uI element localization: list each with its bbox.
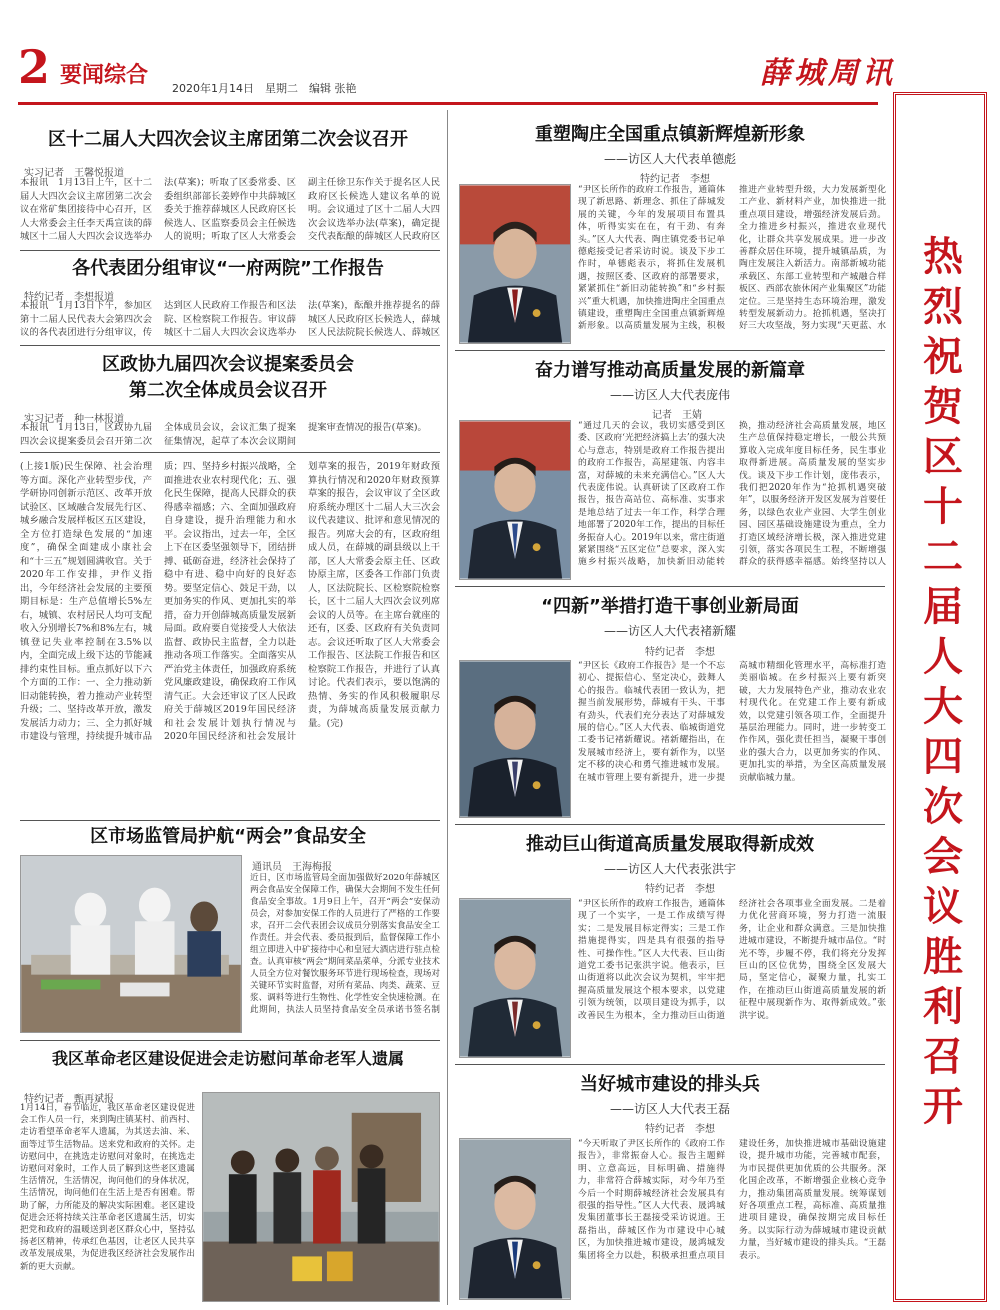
- food-inspection-illustration: [21, 856, 241, 1032]
- article-byline: 特约记者 李想: [645, 1124, 715, 1135]
- banner-text: 热烈祝贺区十二届人大四次会议胜利召开: [916, 235, 964, 1135]
- article-byline: 特约记者 甄再斌报: [24, 1094, 114, 1105]
- representative-portrait: [459, 420, 571, 580]
- article-body: 本报讯 1月13日下午，参加区第十二届人民代表大会第四次会议的各代表团进行分组审议，传达到区人民政府工作报告和区法院、区检察院工作报告。审议薛城区十二届人大四次会议选举办法(草案)，酝酿并推荐提名的薛城区人民政府区长候选人，薛城区人民法院院长候选人、薛城区: [20, 300, 440, 338]
- interview-headline[interactable]: “四新”举措打造干事创业新局面: [541, 596, 799, 617]
- article-byline: 实习记者 王馨悦报道: [24, 168, 124, 179]
- article-byline: 特约记者 李想: [645, 884, 715, 895]
- representative-portrait: [459, 184, 571, 344]
- portrait-illustration: [460, 899, 570, 1057]
- article-body: “今天听取了尹区长所作的《政府工作报告》，非常振奋人心。报告主题鲜明、立意高远，目标明确、措施得力，非常符合薛城实际，对今年乃至今后一个时期薛城经济社会发展具有很强的指导性。”区人大代表、晟鸿城发集团董事长王磊接受采访说道。王磊指出，薛城区作为市建设中心城区，为加快推进城市建设，晟鸿城发集团将全力以赴，积极承担重点项目建设任务，加快推进城市基础设施建设，提升城市功能，完善城市配套，为市民提供更加优质的公共服务。深化国企改革，不断增强企业核心竞争力，推动集团高质量发展。统筹谋划好各项重点工程，高标准、高质量推进项目建设，确保按期完成目标任务。以实际行动为薛城城市建设贡献力量，当好城市建设的排头兵。“王磊表示。: [578, 1139, 886, 1261]
- divider: [455, 350, 885, 351]
- article-byline: 通讯员 王海梅报: [252, 862, 332, 873]
- continued-article-body: (上接1版)民生保障、社会治理等方面。深化产业转型步伐，产学研协同创新示范区、改革开放试验区、区域融合发展先行区、城乡融合发展样板区五区建设，全方位打造绿色发展的“加速度”，确保全面建成小康社会和“十三五”规划圆满收官。关于2020年工作安排，尹作义指出，今年经济社会发展的主要预期目标是：生产总值增长5%左右，城镇、农村居民人均可支配收入分别增长7%和8%左右，城镇登记失业率控制在3.5%以内，全面完成上级下达的节能减排约束性目标。重点抓好以下六个方面的工作：一、全力推动新旧动能转换，着力推动产业转型升级；二、坚持改革开放，激发发展活力动力；三、全力抓好城市建设与管理，持续提升城市品质；四、坚持乡村振兴战略，全面推进农业农村现代化；五、强化民生保障，提高人民群众的获得感幸福感；六、全面加强政府自身建设，提升治理能力和水平。会议指出，过去一年，全区上下在区委坚强领导下，团结拼搏、砥砺奋进，经济社会保持了稳中有进、稳中向好的良好态势。要坚定信心、鼓足干劲，以更加务实的作风、更加扎实的举措，奋力开创薛城高质量发展新局面。政府要自觉接受人大依法监督、政协民主监督，全力以赴推动各项工作落实。全面落实从严治党主体责任，加强政府系统党风廉政建设，确保政府工作风清气正。大会还审议了区人民政府关于薛城区2019年国民经济和社会发展计划执行情况与2020年国民经济和社会发展计划草案的报告，2019年财政预算执行情况和2020年财政预算草案的报告，会议审议了全区政府系统办理区十二届人大三次会议代表建议、批评和意见情况的报告。列席大会的有，区政府组成人员，在薛城的副县级以上干部，区人大常委会原主任、区政协原主席，区委各工作部门负责人，区法院院长、区检察院检察长，区十二届人大四次会议列席会议的人员等。在主席台就座的还有，区委、区政府有关负责同志。会议还听取了区人大常委会工作报告、区法院工作报告和区检察院工作报告，并进行了认真讨论。代表们表示，要以饱满的热情、务实的作风积极履职尽责，为薛城高质量发展贡献力量。(完): [20, 461, 440, 742]
- interview-subtitle: ——访区人大代表褚新耀: [603, 624, 736, 638]
- article-body: 本报讯 1月13日上午，区十二届人大四次会议主席团第二次会议在常矿集团接待中心召开，区人大常委会主任李天禹宣读的薛城区十二届人大四次会议选举办法(草案)；听取了区委常委、区委组织部部长姜婷作中共薛城区委关于推荐薛城区人民政府区长候选人、区监察委员会主任候选人的说明；听取了区人大常委会副主任徐卫东作关于提名区人民政府区长候选人建议名单的说明。会议通过了区十二届人大四次会议选举办法(草案)，确定提交代表酝酿的薛城区人民政府区: [20, 177, 440, 242]
- interview-subtitle: ——访区人大代表王磊: [609, 1102, 730, 1116]
- congratulation-banner: [893, 92, 987, 1302]
- article-byline: 特约记者 李想: [645, 647, 715, 658]
- date-line: 2020年1月14日 星期二 编辑 张艳: [172, 82, 357, 95]
- article-headline[interactable]: 我区革命老区建设促进会走访慰问革命老军人遗属: [51, 1049, 404, 1068]
- interview-subtitle: ——访区人大代表单德彪: [603, 152, 736, 166]
- interview-subtitle: ——访区人大代表庞伟: [609, 388, 730, 402]
- portrait-illustration: [460, 421, 570, 579]
- article-body: 本报讯 1月13日，区政协九届四次会议提案委员会召开第二次全体成员会议，会议汇集了提案征集情况，起草了本次会议期间提案审查情况的报告(草案)。: [20, 422, 427, 447]
- food-safety-photo: [20, 855, 242, 1033]
- article-body: 1月14日，春节临近，我区革命老区建设促进会工作人员一行，来到陶庄镇某村、前西村、走访看望革命老军人遗属，为其送去油、米、面等过节生活物品。送来党和政府的关怀。走访慰问中，在挑选走访慰问对象时，在挑选走访慰问对象时，工作人员了解到这些老区遗属生活情况，生活情况，询问他们的身体状况，生活情况，询问他们在生活上是否有困难。帮助了解，力所能及的解决实际困难。老区建设促进会还将持续关注革命老区遗属生活，切实把党和政府的温暖送到老区群众心中，坚持弘扬老区精神，传承红色基因，让老区人民共享改革发展成果，为促进我区经济社会发展作出新的更大贡献。: [20, 1103, 195, 1272]
- visit-illustration: [203, 1093, 439, 1301]
- masthead-logo: 薛城周讯: [760, 56, 896, 91]
- article-body: “尹区长所作的政府工作报告，通篇体现了一个实字，一是工作成绩写得实；二是发展目标定得实；三是工作措施提得实，四是具有很强的指导性、可操作性。”区人大代表、巨山街道党工委书记张洪宇说。他表示，巨山街道将以此次会议为契机，牢牢把握高质量发展这个根本要求，以党建引领为统领，以项目建设为抓手，以改善民生为根本，全力推动巨山街道经济社会各项事业全面发展。二是着力优化营商环境，努力打造一流服务，让企业和群众满意。三是加快推进城市建设，不断提升城市品位。“时光不等，步履不停，我们将充分发挥巨山的区位优势，围绕全区发展大局，坚定信心，凝聚力量，扎实工作，在推动巨山街道高质量发展的新征程中展现新作为、取得新成效。”张洪宇说。: [578, 899, 886, 1021]
- representative-portrait: [459, 1138, 571, 1300]
- article-body: “尹区长所作的政府工作报告，通篇体现了新思路、新理念、抓住了薛城发展的关键，今年的发展项目布置具体，听得实实在在，有干劲、有奔头。”区人大代表、陶庄镇党委书记单德彪接受记者采访时说。谈及下步工作时，单德彪表示，将抓住发展机遇，按照区委、区政府的部署要求，紧紧抓住“新旧动能转换”和“乡村振兴”重大机遇，加快推进陶庄全国重点镇建设，重塑陶庄全国重点镇新辉煌新形象。以高质量发展为主线，积极推进产业转型升级，大力发展新型化工产业、新材料产业，加快推进一批重点项目建设，增强经济发展后劲。全力推进乡村振兴，推进农业现代化，让群众共享发展成果。进一步改善群众居住环境，提升城镇品质，为陶庄发展注入新活力。南部新城功能承载区、东部工业转型和产城融合样板区、西部农旅休闲产业集聚区”功能定位。三是坚持生态环境治理，激发转型发展新动力。抢抓机遇，坚决打好三大攻坚战，努力实现“天更蓝、水: [578, 185, 886, 332]
- representative-portrait: [459, 898, 571, 1058]
- article-byline: 特约记者 李想: [640, 174, 710, 185]
- divider: [20, 1040, 440, 1041]
- interview-headline[interactable]: 当好城市建设的排头兵: [580, 1074, 760, 1095]
- article-byline: 特约记者 李想报道: [24, 292, 114, 303]
- divider: [455, 586, 885, 587]
- article-byline: 记者 王婧: [652, 410, 702, 421]
- header-rule: [18, 102, 878, 105]
- divider: [20, 250, 440, 251]
- divider: [20, 452, 440, 453]
- interview-headline[interactable]: 推动巨山街道高质量发展取得新成效: [526, 834, 814, 855]
- article-headline[interactable]: 区十二届人大四次会议主席团第二次会议召开: [48, 129, 408, 150]
- column-divider: [447, 110, 448, 1305]
- article-body: 近日，区市场监管局全面加强做好2020年薛城区两会食品安全保障工作，确保大会期间不发生任何食品安全事故。1月9日上午，召开“两会”安保动员会，对参加安保工作的人员进行了严格的工作要求，召开二会代表团会议成员分别落实食品安全工作责任。并会代表、委员报到后，监督保障工作小组立即进入中矿接待中心和皇冠大酒店进行驻点检查。认真审核“两会”期间菜品菜单，分派专业技术人员全方位对餐饮服务环节进行现场检查，现场对关键环节实时监督，对所有菜品、肉类、蔬菜、豆浆、调料等进行生物性、化学性安全快速检测。在此期间，执法人员坚持食品安全员承诺书签名制: [250, 873, 440, 1015]
- article-body: “尹区长《政府工作报告》是一个不忘初心、提振信心、坚定决心，鼓舞人心的报告。临城代表团一致认为，把握当前发展形势，薛城有干头、干事有劲头，代表们充分表达了对薛城发展的信心。”区人大代表、临城街道党工委书记褚新耀说。褚新耀指出，在发展城市经济上，要有新作为，以坚定不移的决心和勇气推进城市发展。在城市管理上要有新提升，进一步提高城市精细化管理水平，高标准打造美丽临城。在乡村振兴上要有新突破，大力发展特色产业，推动农业农村现代化。在党建工作上要有新成效，以党建引领各项工作，全面提升基层治理能力。同时，进一步转变工作作风，强化责任担当，凝聚干事创业的强大合力，以更加务实的作风、更加扎实的举措，为全区高质量发展贡献临城力量。: [578, 661, 886, 783]
- article-byline: 实习记者 种一林报道: [24, 414, 124, 425]
- article-headline[interactable]: 区市场监管局护航“两会”食品安全: [90, 826, 366, 847]
- interview-subtitle: ——访区人大代表张洪宇: [603, 862, 736, 876]
- interview-headline[interactable]: 重塑陶庄全国重点镇新辉煌新形象: [535, 124, 805, 145]
- article-headline[interactable]: 各代表团分组审议“一府两院”工作报告: [72, 258, 384, 279]
- page-number: 2: [18, 40, 51, 94]
- representative-portrait: [459, 660, 571, 818]
- portrait-illustration: [460, 185, 570, 343]
- divider: [455, 824, 885, 825]
- article-headline-line2[interactable]: 第二次全体成员会议召开: [129, 380, 327, 401]
- article-body: “通过几天的会议，我切实感受到区委、区政府‘光把经济搞上去’的强大决心与意志，特别是政府工作报告提出的政府工作报告，高屋建瓴、内容丰富，对薛城的未来充满信心。”区人大代表庞伟说。认真研读了区政府工作报告，报告高站位、高标准、实事求是地总结了过去一年工作，科学合理地部署了2020年工作，提出的目标任务振奋人心。2019年以来，常庄街道紧紧围绕“五区定位”总要求，深入实施乡村振兴战略，加快新旧动能转换，推动经济社会高质量发展，地区生产总值保持稳定增长，一般公共预算收入完成年度目标任务，民生事业取得新进展。高质量发展的坚实步伐。谈及下步工作计划，庞伟表示，我们把2020年作为“抢抓机遇突破年”，以服务经济开发区发展为首要任务，以绿色农业产业园、大学生创业园、园区基础设施建设为重点，全力打造区域经济增长极，深入推进党建引领，落实各项民生工程，不断增强群众的获得感幸福感。始终坚持以人: [578, 421, 886, 568]
- divider: [20, 345, 440, 346]
- portrait-illustration: [460, 661, 570, 817]
- divider: [455, 1064, 885, 1065]
- divider: [20, 820, 440, 821]
- article-headline-line1[interactable]: 区政协九届四次会议提案委员会: [102, 354, 354, 375]
- section-title: 要闻综合: [60, 63, 149, 88]
- portrait-illustration: [460, 1139, 570, 1299]
- interview-headline[interactable]: 奋力谱写推动高质量发展的新篇章: [535, 360, 805, 381]
- visit-photo: [202, 1092, 440, 1302]
